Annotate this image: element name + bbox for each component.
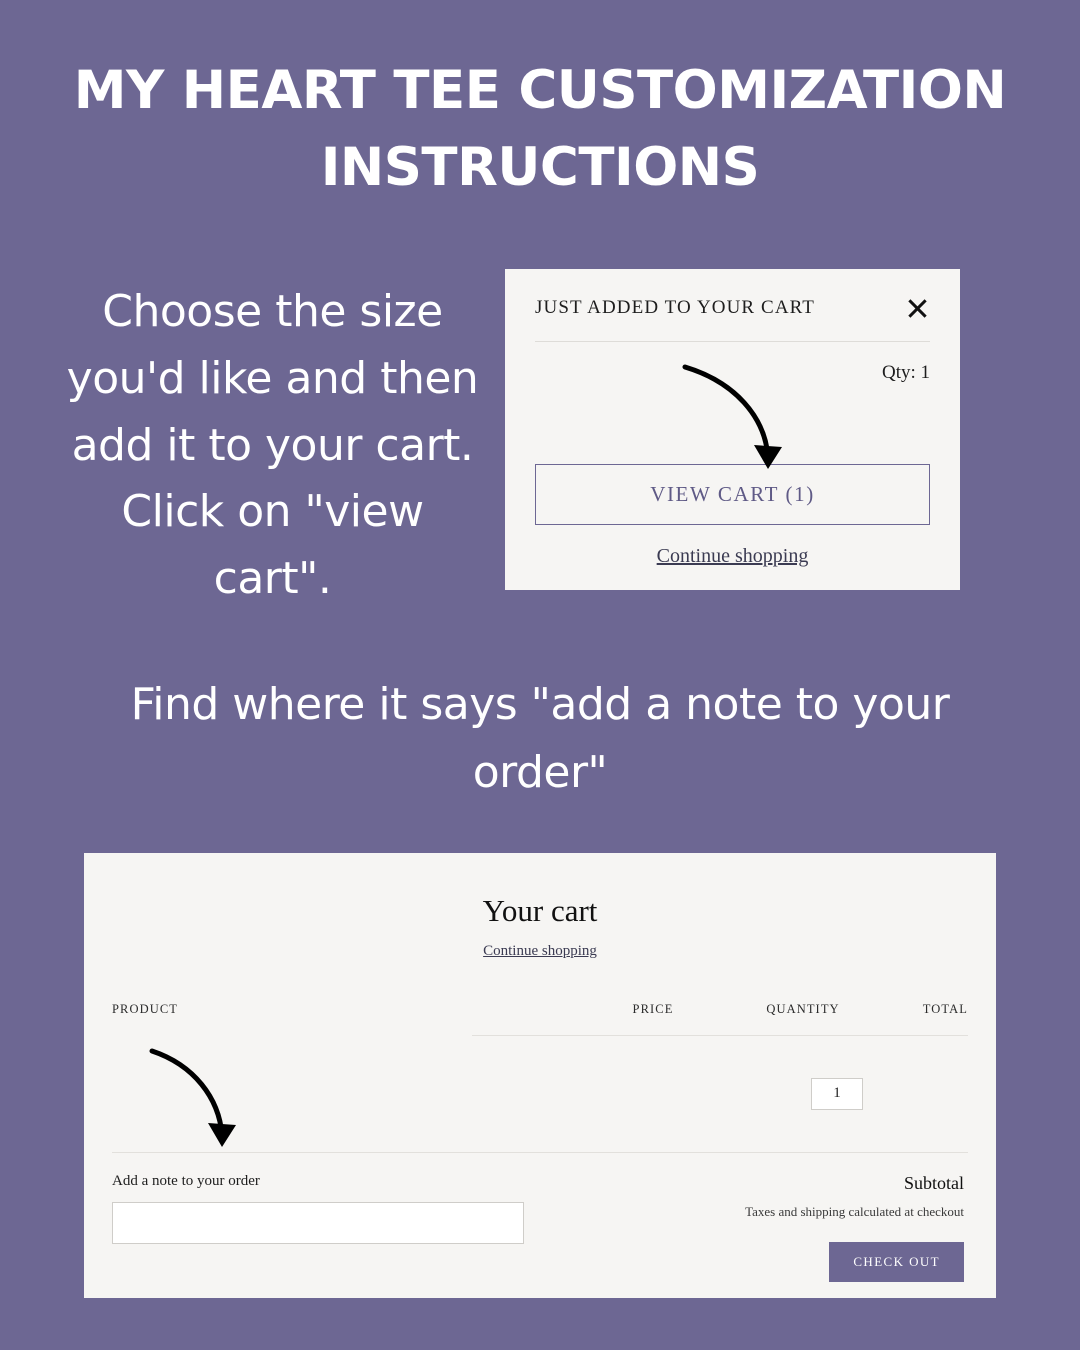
quantity-input[interactable] xyxy=(811,1078,863,1110)
column-header-total: TOTAL xyxy=(922,1001,968,1016)
popup-header xyxy=(535,295,930,321)
cart-page-screenshot xyxy=(84,853,996,1298)
column-header-product: PRODUCT xyxy=(112,1001,179,1016)
cart-items-divider xyxy=(112,1152,968,1153)
close-icon[interactable] xyxy=(904,295,930,321)
step-two-instruction: Find where it says "add a note to your order" xyxy=(130,679,950,799)
cart-table-header xyxy=(112,1002,968,1017)
cart-line-item-row xyxy=(112,1078,968,1110)
popup-item-area xyxy=(535,384,930,464)
order-note-block xyxy=(112,1173,524,1282)
order-note-textarea[interactable] xyxy=(112,1202,524,1244)
popup-quantity-label: Qty: 1 xyxy=(881,361,930,383)
column-header-quantity: QUANTITY xyxy=(766,1001,840,1016)
step-one-instruction: Choose the size you'd like and then add it to your cart. Click on "view cart". xyxy=(66,285,479,605)
taxes-note: Taxes and shipping calculated at checkout xyxy=(745,1203,964,1219)
popup-continue-shopping-link[interactable]: Continue shopping xyxy=(656,544,809,567)
order-note-label: Add a note to your order xyxy=(112,1172,260,1189)
cart-totals xyxy=(745,1173,968,1282)
popup-divider xyxy=(535,341,930,342)
subtotal-label: Subtotal xyxy=(903,1172,964,1193)
popup-title: JUST ADDED TO YOUR CART xyxy=(535,296,815,318)
step-one-section xyxy=(0,269,1080,613)
checkout-button[interactable]: CHECK OUT xyxy=(829,1242,964,1282)
cart-footer xyxy=(112,1173,968,1282)
column-header-price: PRICE xyxy=(632,1001,674,1016)
view-cart-button[interactable]: VIEW CART (1) xyxy=(535,464,930,525)
cart-header-divider xyxy=(472,1035,968,1036)
cart-page-title: Your cart xyxy=(482,892,598,928)
added-to-cart-popup xyxy=(505,269,960,590)
cart-continue-shopping-link[interactable]: Continue shopping xyxy=(483,942,597,959)
page-title: MY HEART TEE CUSTOMIZATION INSTRUCTIONS xyxy=(73,60,1007,199)
